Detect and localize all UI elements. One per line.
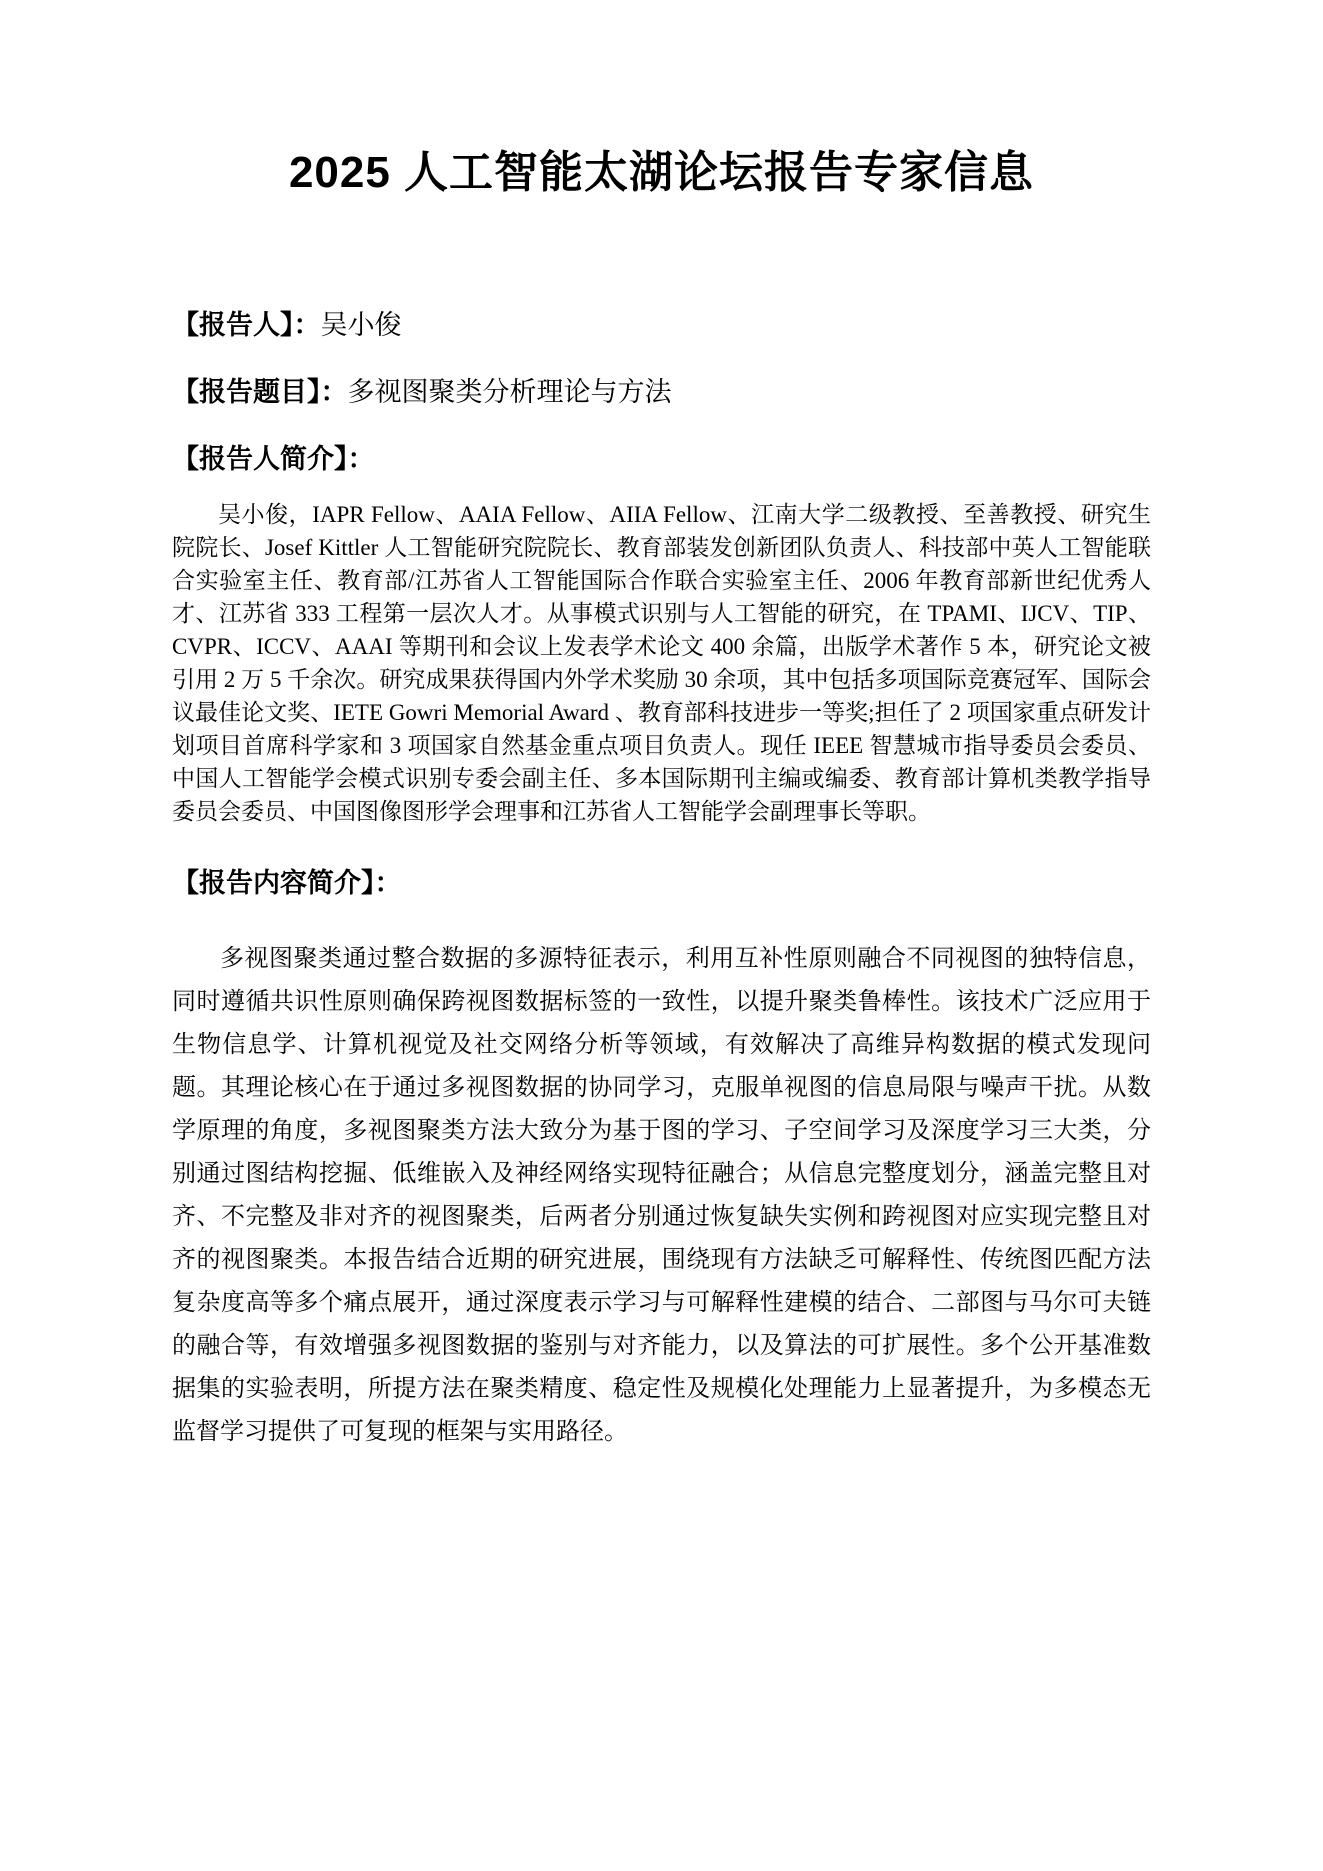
section-abstract-body: 多视图聚类通过整合数据的多源特征表示，利用互补性原则融合不同视图的独特信息，同时遵循共识性原则确保跨视图数据标签的一致性，以提升聚类鲁棒性。该技术广泛应用于生物信息学、计算机视觉及社交网络分析等领域，有效解决了高维异构数据的模式发现问题。其理论核心在于通过多视图数据的协同学习，克服单视图的信息局限与噪声干扰。从数学原理的角度，多视图聚类方法大致分为基于图的学习、子空间学习及深度学习三大类，分别通过图结构挖掘、低维嵌入及神经网络实现特征融合；从信息完整度划分，涵盖完整且对齐、不完整及非对齐的视图聚类，后两者分别通过恢复缺失实例和跨视图对应实现完整且对齐的视图聚类。本报告结合近期的研究进展，围绕现有方法缺乏可解释性、传统图匹配方法复杂度高等多个痛点展开，通过深度表示学习与可解释性建模的结合、二部图与马尔可夫链的融合等，有效增强多视图数据的鉴别与对齐能力，以及算法的可扩展性。多个公开基准数据集的实验表明，所提方法在聚类精度、稳定性及规模化处理能力上显著提升，为多模态无监督学习提供了可复现的框架与实用路径。: [172, 946, 1151, 1446]
field-speaker: [172, 308, 1151, 342]
field-speaker-value: 吴小俊: [320, 310, 402, 341]
field-report-title-value: 多视图聚类分析理论与方法: [347, 377, 672, 408]
section-abstract-heading: 【报告内容简介】：: [172, 868, 402, 899]
field-report-title: [172, 375, 1151, 409]
field-speaker-label: 【报告人】：: [172, 310, 321, 341]
section-bio-heading: 【报告人简介】：: [172, 444, 375, 475]
section-bio-body: 吴小俊，IAPR Fellow、AAIA Fellow、AIIA Fellow、江南大学二级教授、至善教授、研究生院院长、Josef Kittler 人工智能研究院院长、教育部装发创新团队负责人、科技部中英人工智能联合实验室主任、教育部/江苏省人工智能国际合作联合实验室主任、2006 年教育部新世纪优秀人才、江苏省 333 工程第一层次人才。从事模式识别与人工智能的研究，在 TPAMI、IJCV、TIP、CVPR、ICCV、AAAI 等期刊和会议上发表学术论文 400 余篇，出版学术著作 5 本，研究论文被引用 2 万 5 千余次。研究成果获得国内外学术奖励 30 余项，其中包括多项国际竞赛冠军、国际会议最佳论文奖、IETE Gowri Memorial Award 、教育部科技进步一等奖;担任了 2 项国家重点研发计划项目首席科学家和 3 项国家自然基金重点项目负责人。现任 IEEE 智慧城市指导委员会委员、中国人工智能学会模式识别专委会副主任、多本国际期刊主编或编委、教育部计算机类教学指导委员会委员、中国图像图形学会理事和江苏省人工智能学会副理事长等职。: [172, 502, 1151, 825]
document-title: 2025 人工智能太湖论坛报告专家信息: [288, 148, 1035, 197]
field-report-title-label: 【报告题目】：: [172, 377, 348, 408]
